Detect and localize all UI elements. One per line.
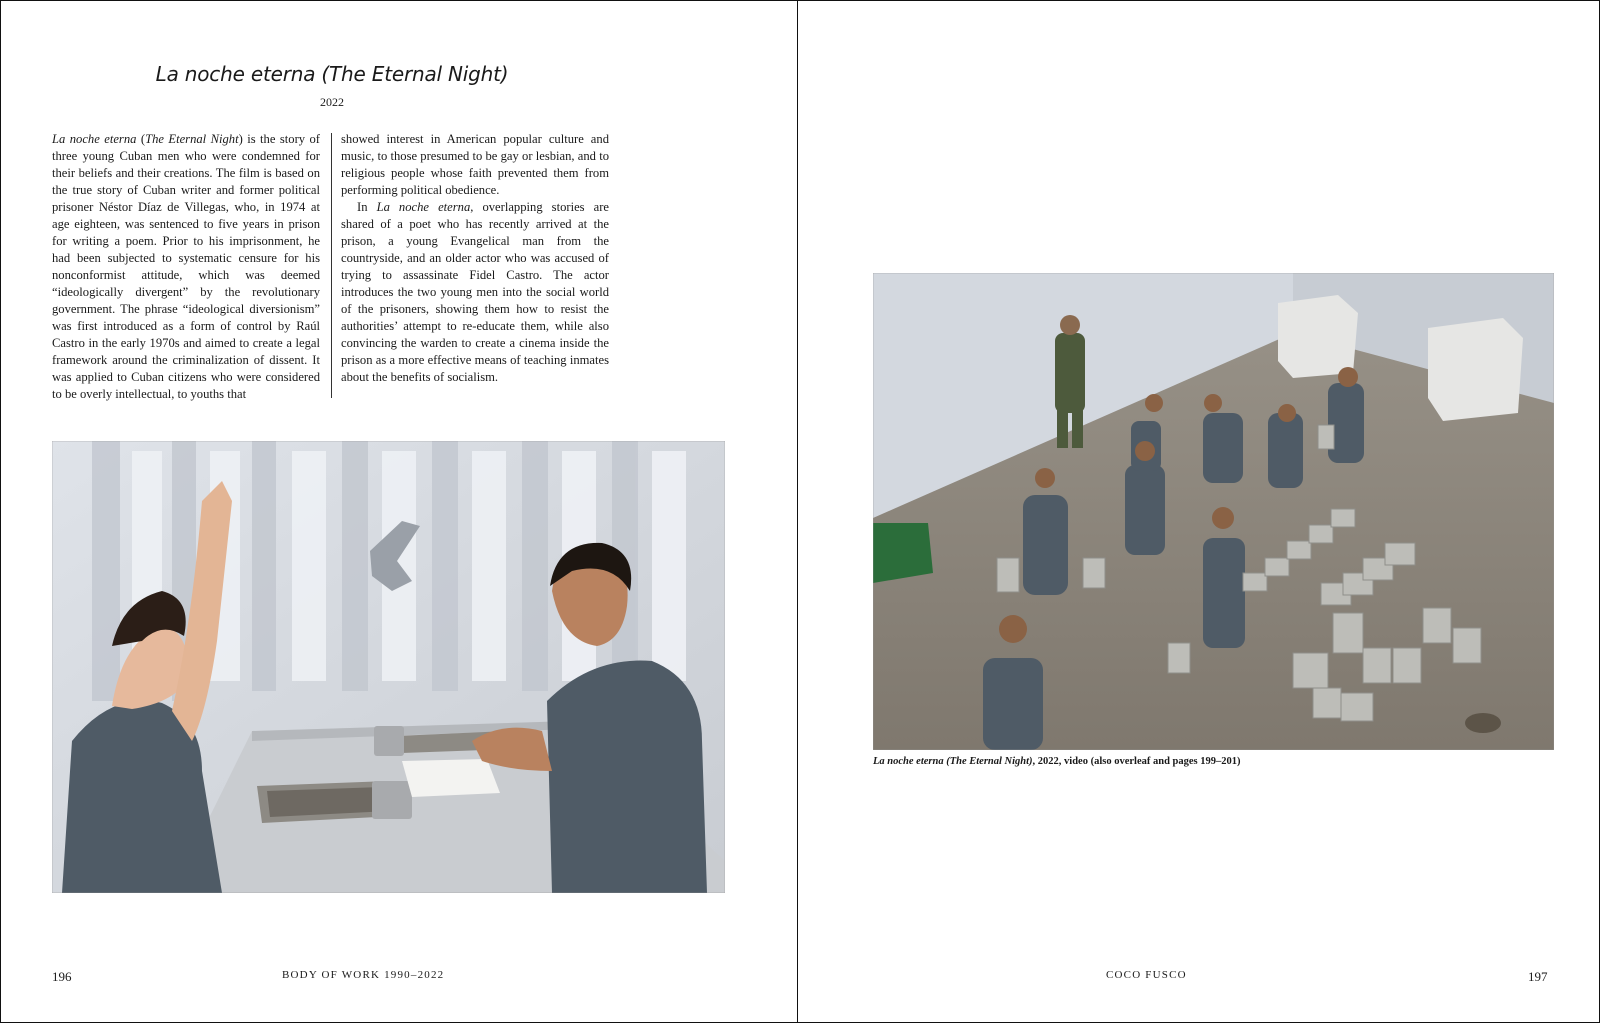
paragraph-2 (341, 199, 609, 386)
photo-prison-yard (873, 273, 1554, 750)
caption-title-italic: La noche eterna (The Eternal Night) (873, 756, 1033, 767)
paragraph-2-italic: La noche eterna (376, 200, 471, 214)
running-head-right: COCO FUSCO (1106, 969, 1187, 981)
paragraph-1-text: ) is the story of three young Cuban men who were condemned for their beliefs and their creations. The film is based on the true story of Cuban writer and former political prisoner Néstor Díaz de Villegas, who, in 1974 at age eighteen, was sentenced to five years in prison for writing a poem. Prior to his imprisonment, he had been subjected to systematic censure for his nonconformist attitude, which was deemed “ideologically divergent” by the revolutionary government. The phrase “ideological diversionism” was first introduced as a form of control by Raúl Castro in the early 1970s and aimed to create a legal framework around the criminalization of dissent. It was applied to Cuban citizens who were considered to be overly intellectual, to youths that (52, 132, 320, 401)
page-title: La noche eterna (The Eternal Night) (155, 62, 509, 86)
paragraph-2-text: , overlapping stories are shared of a poet who has recently arrived at the prison, a young Evangelical man from the countryside, and an older actor who was accused of trying to assassinate Fidel Castro. The actor introduces the two young men into the social world of the prisoners, showing them how to resist the authorities’ attempt to re-educate them, while also convincing the warden to create a cinema inside the prison as a more effective means of teaching inmates about the benefits of socialism. (341, 200, 610, 384)
folio-left: 196 (52, 969, 72, 984)
paragraph-1-continued: showed interest in American popular culture and music, to those presumed to be gay or lesbian, and to religious people whose faith prevented them from performing political obedience. (341, 132, 609, 197)
paren-text: ( (136, 132, 146, 146)
film-title-italic: La noche eterna (52, 132, 137, 146)
paragraph-2-lead: In (357, 200, 377, 214)
photo-prisoners-at-table (52, 441, 725, 893)
film-still-yard-image (873, 273, 1554, 750)
page-year: 2022 (320, 95, 344, 109)
caption-text: , 2022, video (also overleaf and pages 199–201) (1032, 756, 1241, 767)
text-column-1 (52, 131, 320, 403)
column-rule (331, 133, 332, 398)
running-head-left: BODY OF WORK 1990–2022 (282, 969, 445, 981)
text-column-2 (341, 131, 609, 386)
photo-caption (873, 756, 1241, 767)
film-still-table-image (52, 441, 725, 893)
film-title-en-italic: The Eternal Night (145, 132, 239, 146)
paragraph-1 (52, 131, 320, 403)
left-page (0, 0, 797, 1023)
folio-right: 197 (1528, 969, 1548, 984)
